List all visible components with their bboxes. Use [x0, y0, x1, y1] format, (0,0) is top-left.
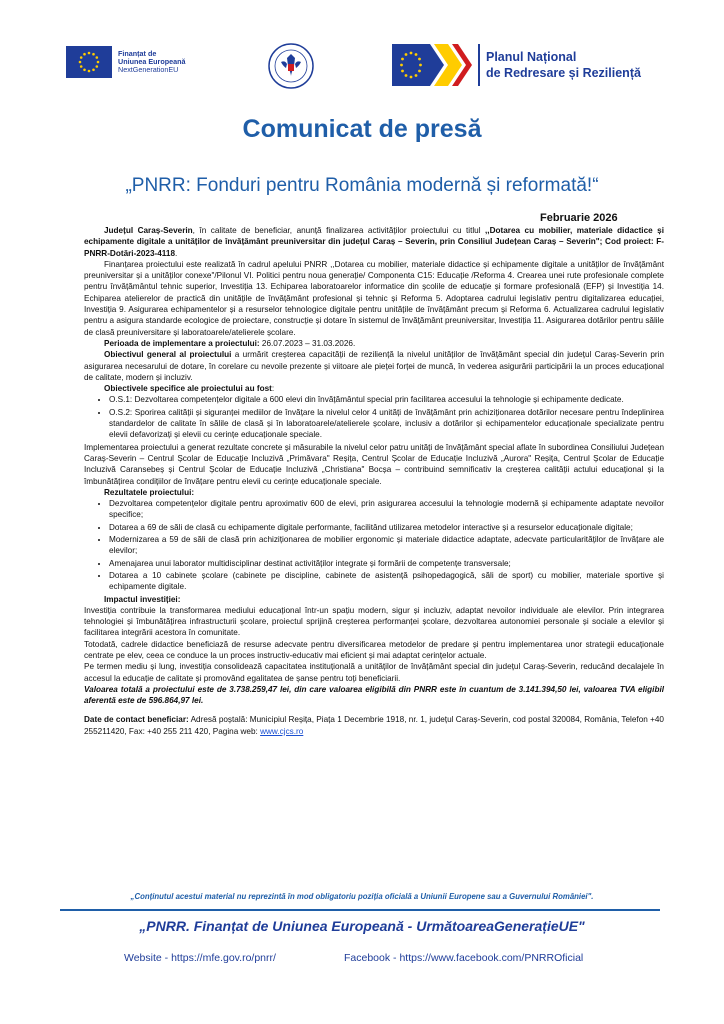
eu-flag-icon — [66, 46, 112, 78]
project-title: ,,Dotarea cu mobilier, materiale didactice și echipamente digitale a unităților de învățământ preuniversitar din județul Caraș – Severin, prin Consiliul Județean Caraș – Severin"; Cod proiect: F-PNRR-Dotări-2023-4118 — [84, 226, 664, 258]
pnrr-line-1: Planul Național — [486, 50, 577, 64]
impact-paragraph-2: Totodată, cadrele didactice beneficiază de resurse adecvate pentru diversificarea metodelor de predare și pentru implementarea unor strategii educaționale centrate pe elev, ceea ce conduce la un proces instructiv-educativ mai eficient și mai adaptat cerințelor actuale. — [84, 639, 664, 660]
eu-line-1: Finanțat de — [118, 49, 157, 58]
header — [0, 40, 724, 100]
impact-paragraph-3: Pe termen mediu și lung, investiția consolidează capacitatea instituțională a unităților de învățământ special din județul Caraș-Severin, reducând decalajele în accesul la educație de calitate și promovând egalitatea de șanse pentru toți beneficiarii. — [84, 662, 664, 683]
eu-funding-text — [118, 50, 186, 74]
specific-objectives-label: Obiectivele specifice ale proiectului au fost — [104, 384, 272, 394]
disclaimer: „Conținutul acestui material nu reprezintă în mod obligatoriu poziția oficială a Uniunii Europene sau a Guvernului României". — [130, 892, 594, 901]
intro-text: , în calitate de beneficiar, anunță finalizarea activităților proiectului cu titlul — [192, 226, 486, 235]
implementation-paragraph: Implementarea proiectului a generat rezultate concrete și măsurabile la nivelul celor patru unități de învățământ special aflate în subordinea Consiliului Județean Caraș-Severin – Centrul Școlar de Educație Incluzivă „Primăvara" Reșița, Centrul Școlar de Educație Incluzivă „Aurora" Reșița, Centrul Școlar de Educație Incluzivă Caransebeș și Centrul Școlar de Educație Incluzivă „Christiana" Bocșa – contribuind semnificativ la creșterea calității actului educațional și la îmbunătățirea condițiilor de învățare pentru elevii cu cerințe educaționale speciale. — [84, 442, 664, 486]
pnrr-divider — [478, 44, 480, 86]
impact-heading: Impactul investiției: — [104, 594, 181, 604]
general-objective-text: a urmărit creșterea capacității de reziliență la nivelul unităților de învățământ special din județul Caraș-Severin prin asigurarea necesarului de dotare, în corelare cu nevoile prezente și viitoare ale pieței forței de muncă, în vederea asigurării participării la un proces educațional de calitate, modern și incluziv. — [84, 350, 664, 382]
results-list — [84, 498, 664, 592]
general-objective-paragraph — [84, 349, 664, 383]
impact-paragraph-1: Investiția contribuie la transformarea mediului educațional într-un spațiu modern, sigur și incluziv, adaptat nevoilor individuale ale elevilor. Prin integrarea tehnologiei și îmbunătățirea infrastructurii școlare, proiectul sprijină creșterea performanței școlare, dezvoltarea autonomiei personale și sociale a elevilor și facilitarea integrării acestora în comunitate. — [84, 605, 664, 638]
pnrr-flag-icon — [392, 42, 472, 88]
general-objective-label: Obiectivul general al proiectului — [104, 350, 232, 360]
eu-line-2: Uniunea Europeană — [118, 57, 186, 66]
financing-paragraph: Finanțarea proiectului este realizată în cadrul apelului PNRR ,,Dotarea cu mobilier, materiale didactice și echipamente digitale a unităților de învățământ preuniversitar și a unităților conexe"/Pilonul VI. Politici pentru noua generație/ Componenta C15: Educație /Reforma 4. Crearea unei rute profesionale complete pentru învățământul tehnic superior, Investiția 13. Echiparea laboratoarelor informatice din școlile de educație și formare profesională (EFP) și Investiția 14. Echiparea atelierelor de practică din unitățile de învățământ profesional și tehnic și Reforma 5. Adoptarea cadrului legislativ pentru digitalizarea educației, Investiția 9. Asigurarea echipamentelor și a resurselor tehnologice digitale pentru unitățile de învățământ precum și Reforma 6. Actualizarea cadrului legislativ pentru a asigura standarde ecologice de proiectare, construcție și dotare în sistemul de învățământ preuniversitar, Investiția 11. Asigurarea dotărilor pentru sălile de clasă preuniversitare și laboratoarele/atelierele școlare. — [84, 259, 664, 337]
website-link[interactable]: www.cjcs.ro — [260, 726, 304, 736]
contact-paragraph — [84, 714, 664, 737]
press-release-body — [84, 225, 664, 737]
intro-end: . — [175, 248, 178, 258]
specific-objectives-list — [84, 394, 664, 440]
beneficiary-name: Județul Caraș-Severin — [104, 226, 193, 235]
pnrr-title — [486, 49, 641, 81]
intro-paragraph — [84, 225, 664, 259]
specific-objectives-heading — [84, 383, 664, 394]
contact-text: Adresă poștală: Municipiul Reșița, Piața 1 Decembrie 1918, nr. 1, județul Caraș-Severin, cod postal 320084, România, Telefon +40 255211420, Fax: +40 255 211 420, Pagina web: — [84, 715, 664, 736]
footer-website-link[interactable]: Website - https://mfe.gov.ro/pnrr/ — [124, 952, 276, 964]
list-item: • O.S.2: Sporirea calității și siguranței mediilor de învățare la nivelul celor 4 unități de învățământ prin achiziționarea dotărilor necesare pentru îndeplinirea standardelor de calitate în sălile de clasă și în laboratoarele/atelierele școlare, inclusiv a dotărilor și echipamentelor educaționale specializate pentru elevii defavorizați și elevii cu cerințe educaționale speciale. — [109, 407, 664, 441]
period-label: Perioada de implementare a proiectului: — [104, 338, 260, 348]
page-subtitle: „PNRR: Fonduri pentru România modernă și reformată!“ — [125, 175, 599, 196]
footer-title: „PNRR. Finanțat de Uniunea Europeană - UrmătoareaGenerațieUE" — [139, 918, 585, 934]
list-item: • Dezvoltarea competențelor digitale pentru aproximativ 600 de elevi, prin asigurarea accesului la tehnologie modernă și echipamente adaptate nevoilor specifice; — [109, 498, 664, 521]
list-item: • Dotarea a 69 de săli de clasă cu echipamente digitale performante, facilitând utilizarea metodelor interactive și a resurselor educaționale digitale; — [109, 522, 664, 533]
page-title: Comunicat de presă — [242, 115, 482, 143]
pnrr-line-2: de Redresare și Reziliență — [486, 66, 641, 80]
list-item: • Dotarea a 10 cabinete școlare (cabinete pe discipline, cabinete de asistență psihopedagogică, săli de sport) cu mobilier, materiale sportive și echipamente digitale. — [109, 570, 664, 593]
government-crest-icon — [267, 42, 315, 90]
contact-label: Date de contact beneficiar: — [84, 715, 189, 725]
footer-divider — [60, 909, 660, 911]
list-item: • O.S.1: Dezvoltarea competențelor digitale a 600 elevi din învățământul special prin facilitarea accesului la tehnologie și echipamente dedicate. — [109, 394, 664, 405]
project-value: Valoarea totală a proiectului este de 3.738.259,47 lei, din care valoarea eligibilă din PNRR este în cuantum de 3.141.394,50 lei, valoarea TVA eligibil aferentă este de 596.864,97 lei. — [84, 684, 664, 706]
list-item: • Amenajarea unui laborator multidisciplinar destinat activităților integrate și formării de competențe transversale; — [109, 558, 664, 569]
period-paragraph — [84, 338, 664, 349]
release-date: Februarie 2026 — [540, 212, 618, 224]
eu-funding-logo — [66, 46, 186, 78]
specific-objectives-colon: : — [271, 384, 275, 394]
pnrr-logo — [392, 42, 641, 88]
list-item: • Modernizarea a 59 de săli de clasă prin achiziționarea de mobilier ergonomic și materiale didactice adaptate, adecvate particularităților de învățare ale elevilor; — [109, 534, 664, 557]
results-heading: Rezultatele proiectului: — [104, 487, 195, 497]
footer-facebook-link[interactable]: Facebook - https://www.facebook.com/PNRROficial — [344, 952, 584, 964]
eu-line-3: NextGenerationEU — [118, 65, 179, 74]
period-value: 26.07.2023 – 31.03.2026. — [259, 338, 356, 348]
